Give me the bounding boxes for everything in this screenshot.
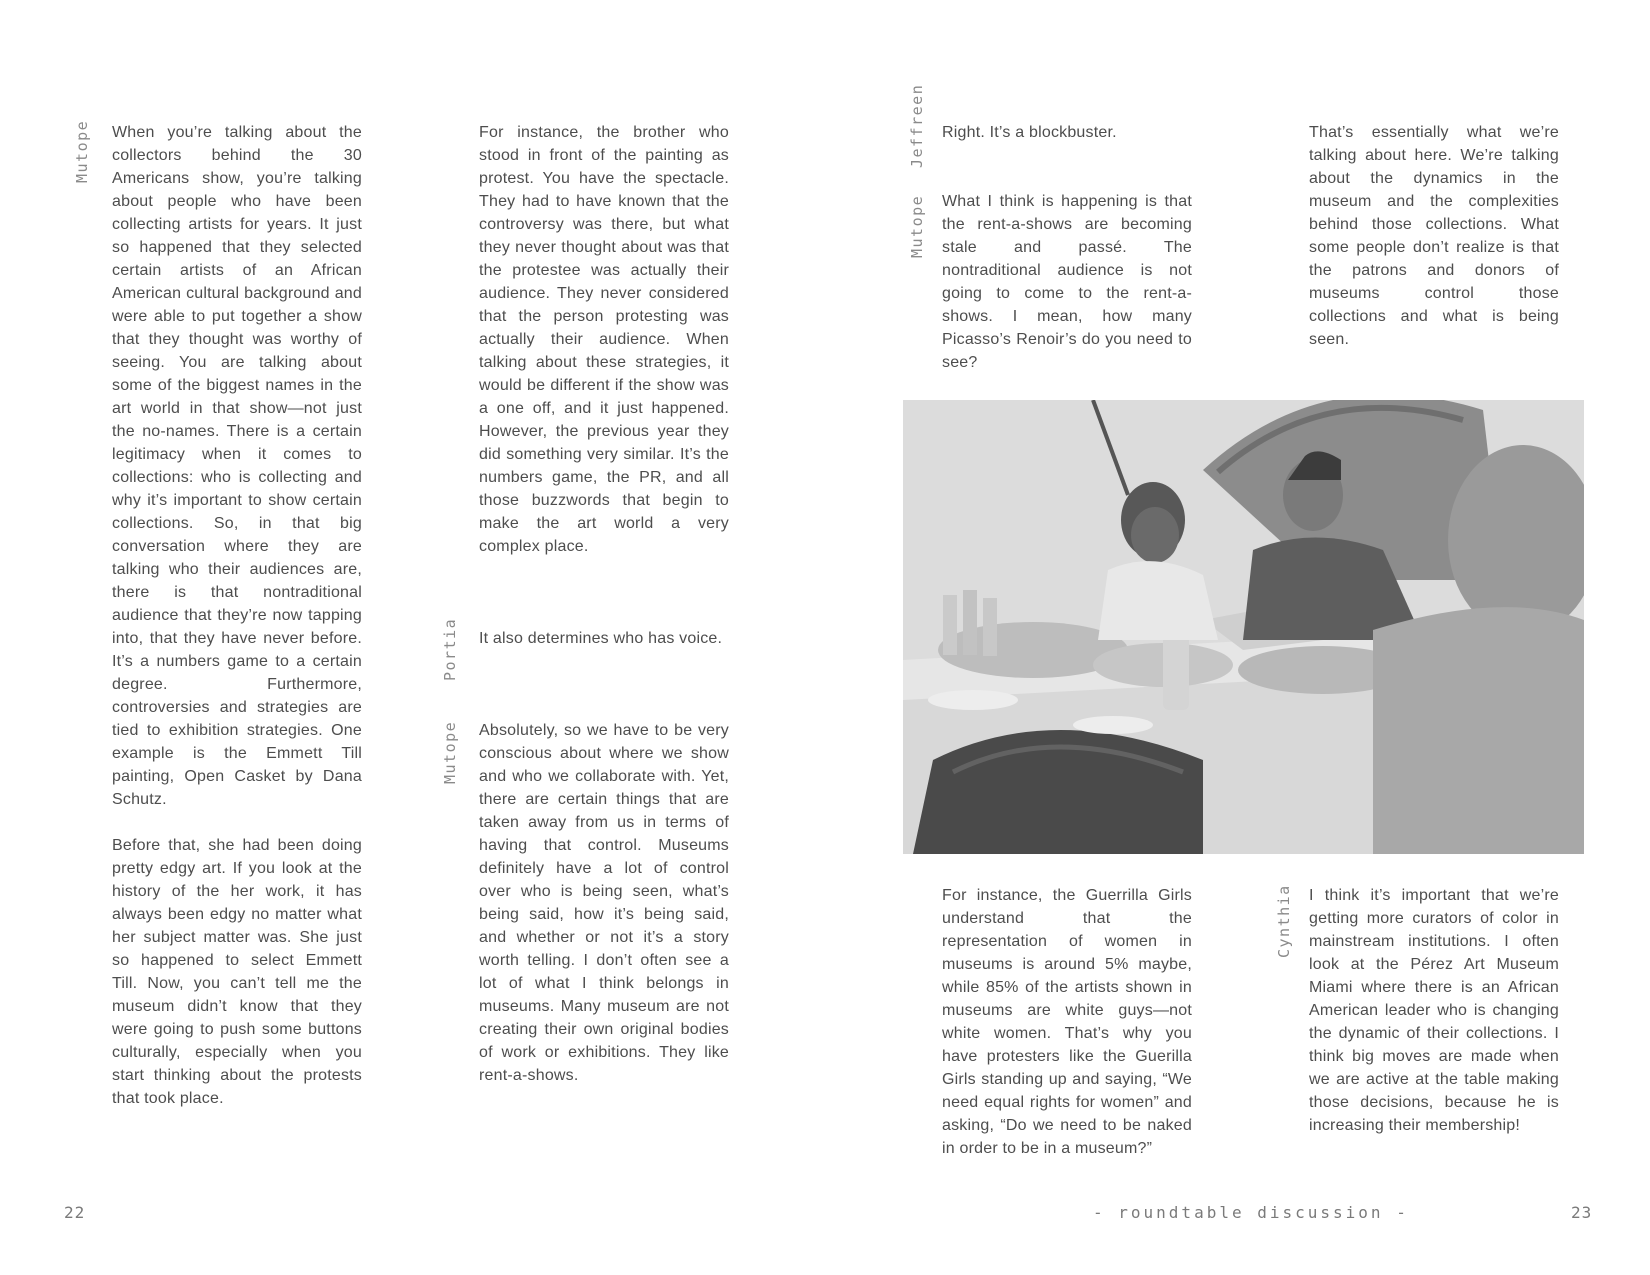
- paragraph: For instance, the Guerrilla Girls understand that the representation of women in museums is around 5% maybe, while 85% of the artists shown in museums are white guys—not white women. That’s why you have protesters like the Guerilla Girls standing up and saying, “We need equal rights for women” and asking, “Do we need to be naked in order to be in a museum?”: [942, 887, 1192, 1157]
- speaker-label-cynthia: Cynthia: [1275, 884, 1293, 958]
- photo-bottle: [983, 598, 997, 656]
- roundtable-photo: [903, 400, 1584, 854]
- speaker-label-mutope: Mutope: [908, 194, 926, 258]
- column-4-top: [1309, 121, 1559, 351]
- paragraph: Absolutely, so we have to be very conscious about where we show and who we collaborate with. Yet, there are certain things that are taken away from us in terms of having that control. Museums definitely have a lot of control over who is being seen, what’s being said, how it’s being said, and whether or not it’s a story worth telling. I don’t often see a lot of what I think belongs in museums. Many museum are not creating their own original bodies of work or exhibitions. They like rent-a-shows.: [479, 722, 729, 1084]
- photo-plate: [928, 690, 1018, 710]
- column-1: [112, 121, 362, 1110]
- speaker-label-portia: Portia: [441, 617, 459, 681]
- photo-plate: [1073, 716, 1153, 734]
- mutope-remark: [942, 190, 1192, 374]
- cynthia-remark: [1309, 884, 1559, 1137]
- speaker-label-mutope: Mutope: [441, 720, 459, 784]
- photo-person-body: [1373, 607, 1584, 854]
- paragraph: Before that, she had been doing pretty edgy art. If you look at the history of the her work, it has always been edgy no matter what her subject matter was. She just so happened to select Emmett Till. Now, you can’t tell me the museum didn’t know that they were going to push some buttons culturally, especially when you start thinking about the protests that took place.: [112, 837, 362, 1107]
- mutope-remark: [479, 719, 729, 1087]
- speaker-label-mutope: Mutope: [73, 119, 91, 183]
- column-2: [479, 121, 729, 558]
- speaker-label-jeffreen: Jeffreen: [908, 83, 926, 168]
- paragraph: I think it’s important that we’re getting more curators of color in mainstream institutions. I often look at the Pérez Art Museum Miami where there is an African American leader who is changing the dynamic of their collections. I think big moves are made when we are active at the table making those decisions, because he is increasing their membership!: [1309, 887, 1559, 1134]
- jeffreen-remark: [942, 121, 1192, 144]
- photo-person-face: [1131, 507, 1179, 563]
- paragraph: For instance, the brother who stood in front of the painting as protest. You have the spectacle. They had to have known that the controversy was there, but what they never thought about was that the protestee was actually their audience. They never considered that the person protesting was actually their audience. When talking about these strategies, it would be different if the show was a one off, and it just happened. However, the previous year they did something very similar. It’s the numbers game, the PR, and all those buzzwords that begin to make the art world a very complex place.: [479, 124, 729, 555]
- paragraph: When you’re talking about the collectors behind the 30 Americans show, you’re talking about people who have been collecting artists for years. It just so happened that they selected certain artists of an African American cultural background and were able to put together a show that they thought was worthy of seeing. You are talking about some of the biggest names in the art world in that show—not just the no-names. There is a certain legitimacy when it comes to collections: who is collecting and why it’s important to show certain collections. So, in that big conversation where they are talking who their audiences are, there is that nontraditional audience that they’re now tapping into, that they have never before. It’s a numbers game to a certain degree. Furthermore, controversies and strategies are tied to exhibition strategies. One example is the Emmett Till painting, Open Casket by Dana Schutz.: [112, 124, 362, 808]
- photo-bottle: [943, 595, 957, 655]
- portia-remark: [479, 627, 729, 650]
- running-head: - roundtable discussion -: [1093, 1203, 1409, 1222]
- page-number: 23: [1571, 1203, 1593, 1222]
- page-number: 22: [64, 1203, 86, 1222]
- paragraph: What I think is happening is that the rent-a-shows are becoming stale and passé. The nontraditional audience is not going to come to the rent-a-shows. I mean, how many Picasso’s Renoir’s do you need to see?: [942, 193, 1192, 371]
- photo-bottle: [1163, 635, 1189, 710]
- column-3-bottom: [942, 884, 1192, 1160]
- paragraph: That’s essentially what we’re talking about here. We’re talking about the dynamics in the museum and the complexities behind those collections. What some people don’t realize is that the patrons and donors of museums control those collections and what is being seen.: [1309, 124, 1559, 348]
- roundtable-photo-icon: [903, 400, 1584, 854]
- paragraph: Right. It’s a blockbuster.: [942, 124, 1117, 141]
- photo-bottle: [963, 590, 977, 655]
- paragraph: It also determines who has voice.: [479, 630, 723, 647]
